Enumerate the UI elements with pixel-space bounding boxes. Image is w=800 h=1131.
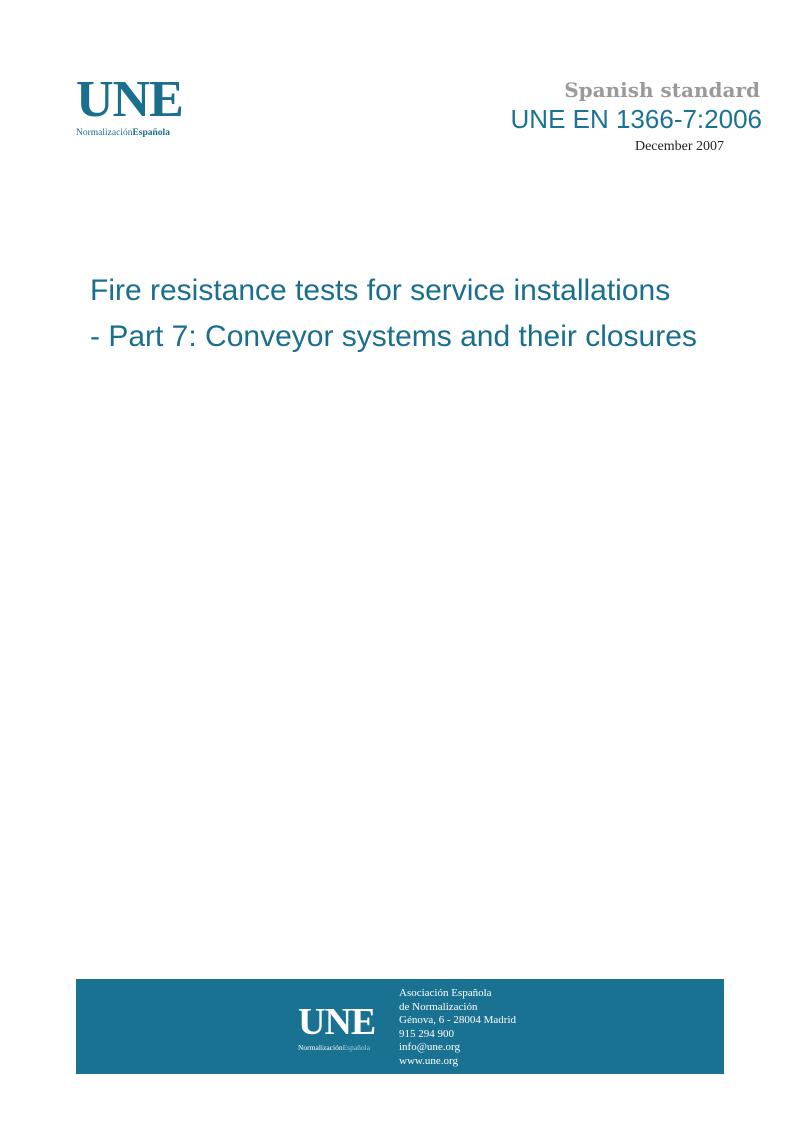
address: Génova, 6 - 28004 Madrid (399, 1014, 517, 1027)
document-title (90, 268, 770, 360)
une-logo (76, 71, 206, 138)
footer-logo-word: UNE (298, 1001, 376, 1043)
footer-logo-sub-b: Española (342, 1043, 371, 1052)
footer-logo-subtitle (298, 1043, 375, 1052)
contact-info (399, 987, 516, 1069)
logo-word: UNE (76, 71, 183, 128)
org-name-line-1: Asociación Española (399, 987, 492, 999)
phone: 915 294 900 (399, 1027, 454, 1040)
standard-code: UNE EN 1366-7:2006 (510, 104, 762, 134)
footer-logo-sub-a: Normalización (298, 1043, 343, 1052)
footer-logo (298, 1003, 375, 1052)
publication-date: December 2007 (634, 139, 724, 154)
standard-header (511, 78, 762, 155)
logo-sub-b: Española (132, 128, 170, 138)
logo-subtitle (76, 128, 206, 138)
org-name-line-2: de Normalización (399, 1000, 478, 1013)
website-link[interactable]: www.une.org (399, 1054, 458, 1067)
title-line-1: Fire resistance tests for service installations (90, 274, 671, 307)
email-link[interactable]: info@une.org (399, 1041, 460, 1054)
logo-sub-a: Normalización (76, 128, 133, 138)
title-line-2: - Part 7: Conveyor systems and their closures (90, 320, 697, 353)
standard-kind: Spanish standard (564, 78, 760, 102)
footer-banner (76, 979, 724, 1074)
